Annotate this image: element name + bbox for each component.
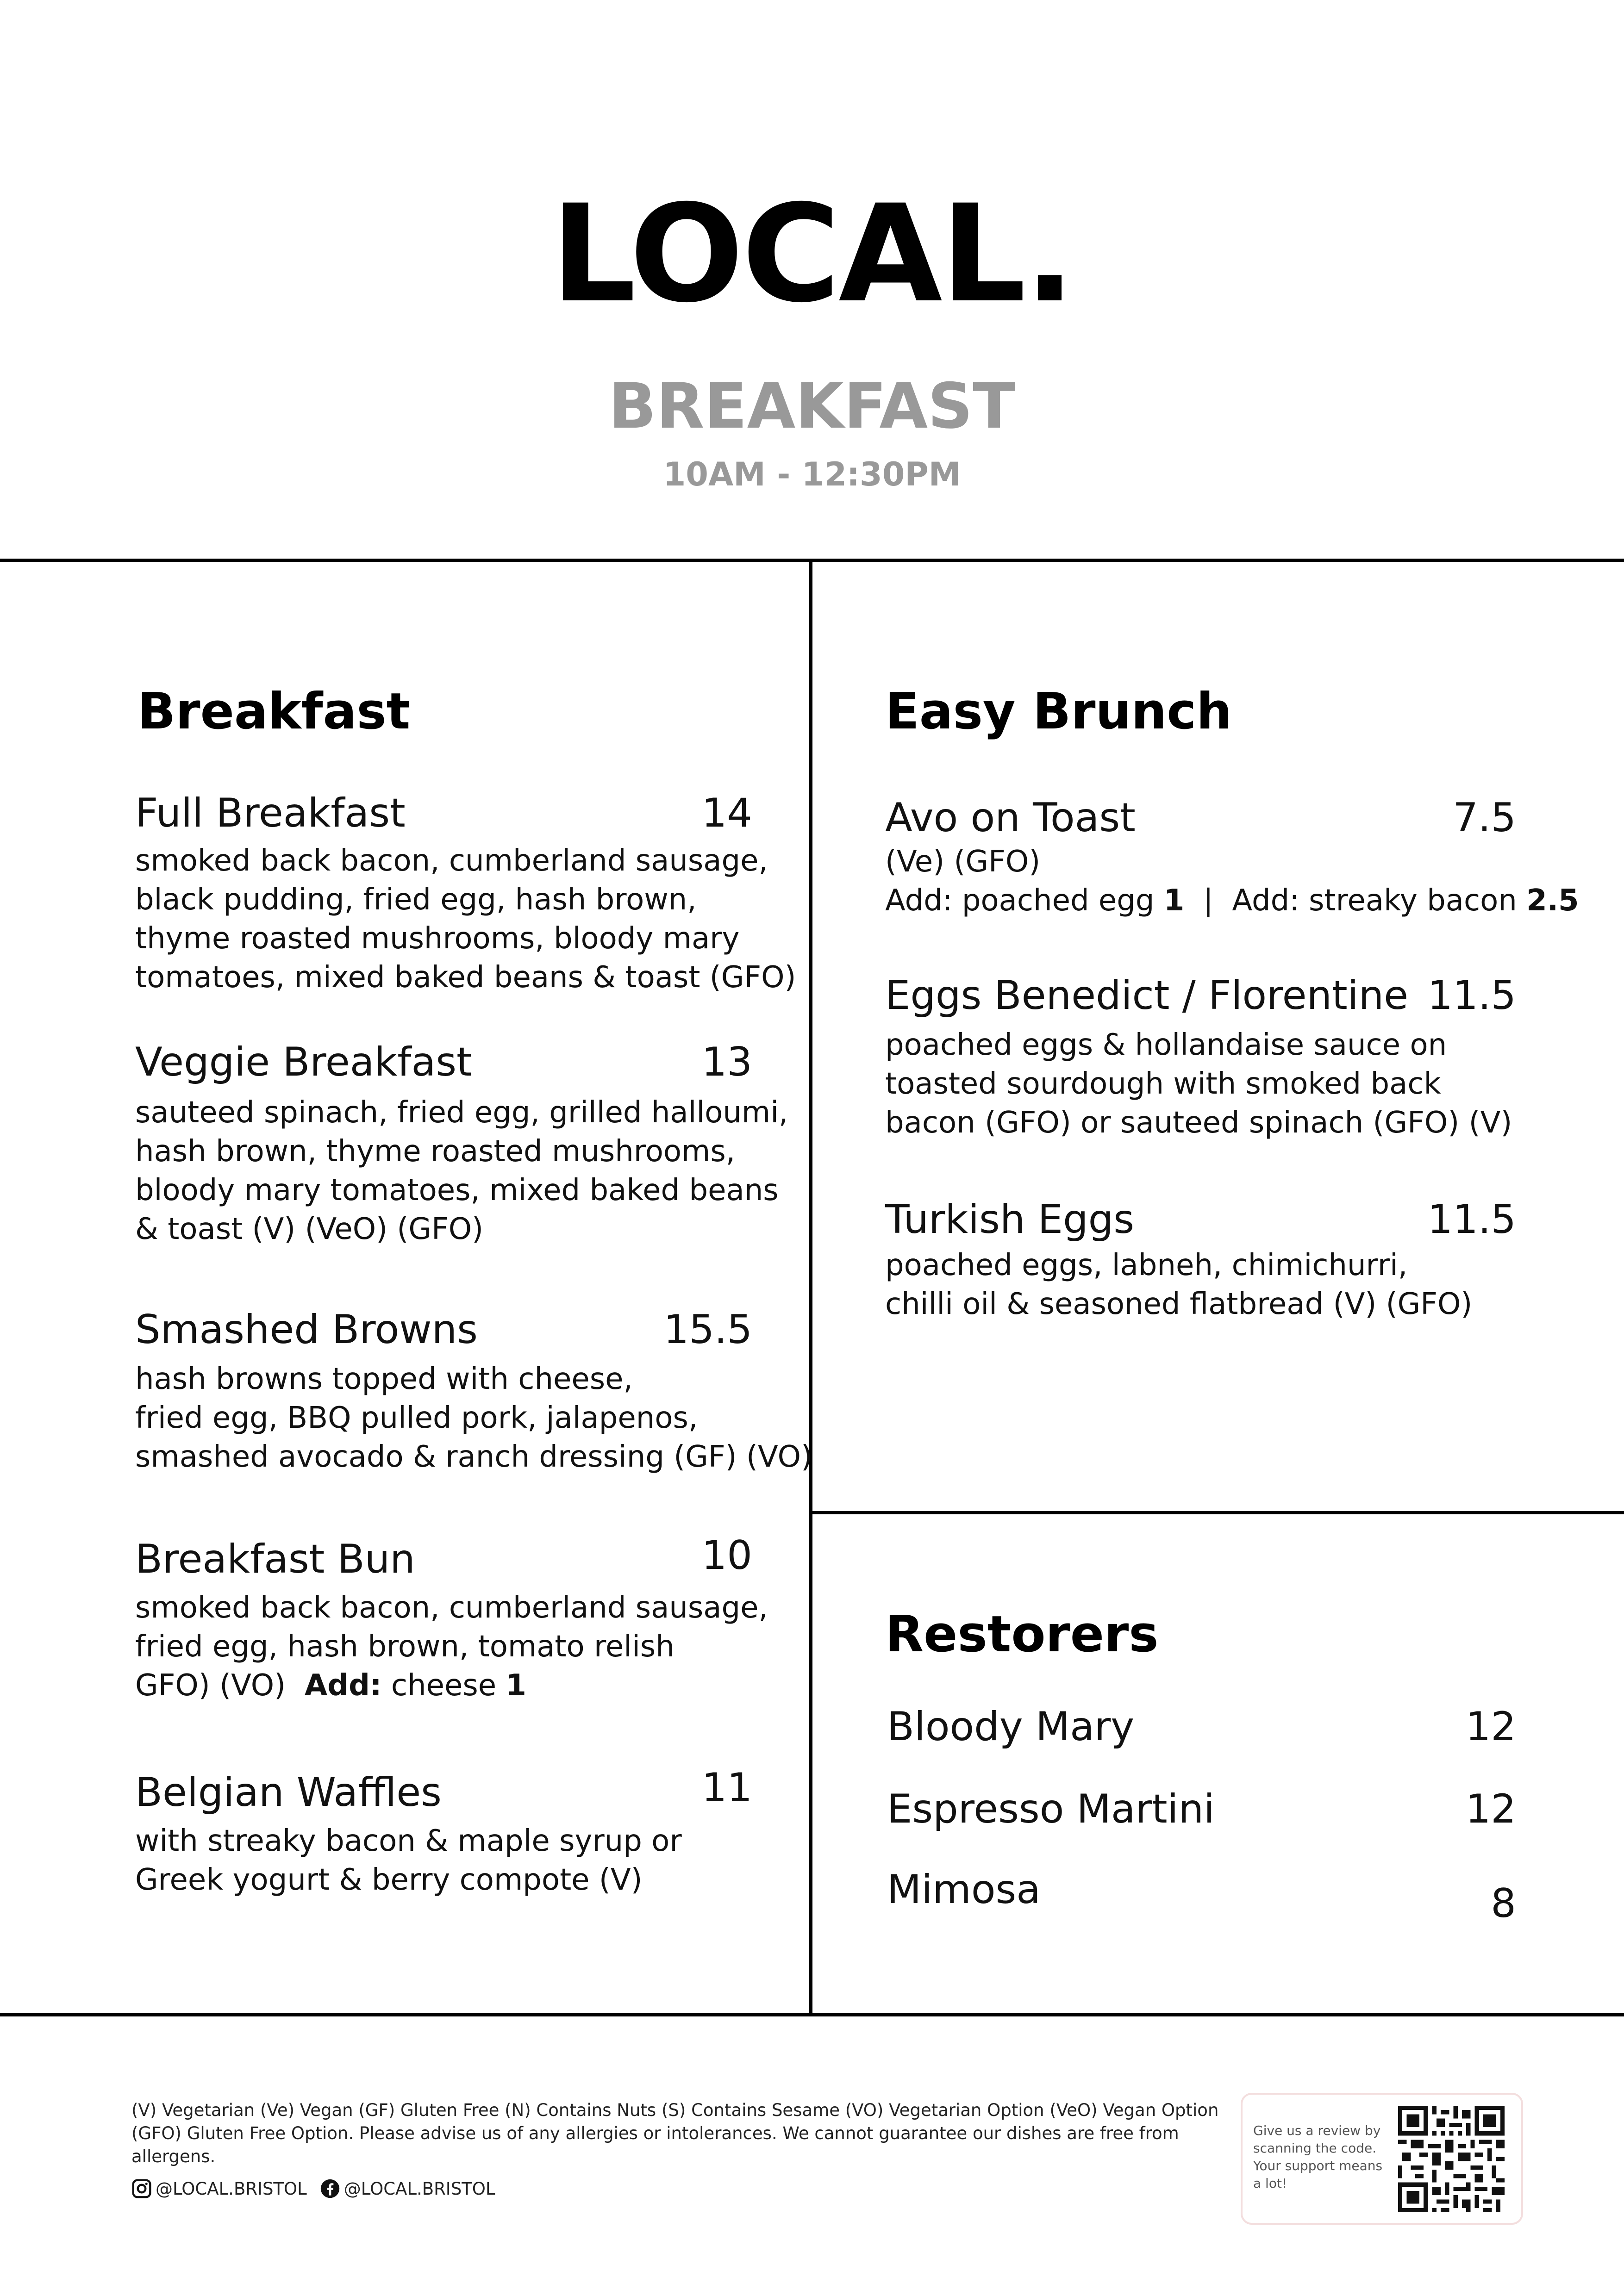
review-prompt: Give us a review by scanning the code. Your support means a lot! [1253, 2123, 1383, 2191]
item-description: poached eggs, labneh, chimichurri, chilli oil & seasoned flatbread (V) (GFO) [885, 1248, 1473, 1321]
menu-hours: 10AM - 12:30PM [663, 455, 961, 493]
item-name: Mimosa [887, 1867, 1041, 1913]
social-handles [131, 2178, 495, 2199]
item-description: sauteed spinach, fried egg, grilled halloumi, hash brown, thyme roasted mushrooms, bloody mary tomatoes, mixed baked beans & toast (V) (VeO) (GFO) [135, 1095, 788, 1246]
instagram-icon [131, 2178, 152, 2199]
item-name: Veggie Breakfast [135, 1039, 472, 1085]
item-description: hash browns topped with cheese, fried egg, BBQ pulled pork, jalapenos, smashed avocado & ranch dressing (GF) (VO) [135, 1362, 812, 1474]
item-price: 8 [1491, 1880, 1516, 1927]
item-description: poached eggs & hollandaise sauce on toasted sourdough with smoked back bacon (GFO) or sauteed spinach (GFO) (V) [885, 1028, 1512, 1140]
item-name: Espresso Martini [887, 1786, 1215, 1832]
section-title-restorers: Restorers [885, 1605, 1159, 1663]
item-price: 14 [701, 790, 752, 836]
item-name: Breakfast Bun [135, 1536, 415, 1582]
facebook-handle[interactable]: @LOCAL.BRISTOL [344, 2178, 495, 2199]
item-price: 12 [1465, 1704, 1516, 1750]
allergen-legend: (V) Vegetarian (Ve) Vegan (GF) Gluten Free (N) Contains Nuts (S) Contains Sesame (VO) Vegetarian Option (VeO) Vegan Option (GFO) Gluten Free Option. Please advise us of any allergies or intolerances. We cannot guarantee our dishes are free from allergens. [131, 2100, 1219, 2166]
section-title-easy-brunch: Easy Brunch [885, 683, 1232, 740]
item-price: 11.5 [1427, 972, 1516, 1019]
item-description: smoked back bacon, cumberland sausage, fried egg, hash brown, tomato relish GFO) (VO) Add: cheese 1 [135, 1591, 768, 1703]
footer-divider [0, 2013, 1624, 2016]
brand-logo: LOCAL. [550, 176, 1074, 332]
brunch-restorers-divider [809, 1511, 1624, 1514]
qr-code[interactable] [1398, 2106, 1505, 2212]
facebook-icon [320, 2178, 340, 2199]
item-price: 11 [701, 1765, 752, 1811]
item-name: Turkish Eggs [885, 1196, 1135, 1243]
item-price: 12 [1465, 1786, 1516, 1832]
section-title-breakfast: Breakfast [137, 683, 411, 740]
item-description: (Ve) (GFO) Add: poached egg 1 | Add: streaky bacon 2.5 [885, 845, 1579, 918]
item-name: Full Breakfast [135, 790, 406, 836]
menu-title: BREAKFAST [608, 370, 1016, 442]
item-name: Smashed Browns [135, 1307, 478, 1353]
item-price: 11.5 [1427, 1196, 1516, 1243]
item-price: 13 [701, 1039, 752, 1085]
item-description: with streaky bacon & maple syrup or Greek yogurt & berry compote (V) [135, 1824, 682, 1897]
column-divider [809, 559, 812, 2016]
item-name: Eggs Benedict / Florentine [885, 972, 1409, 1019]
item-description: smoked back bacon, cumberland sausage, black pudding, fried egg, hash brown, thyme roasted mushrooms, bloody mary tomatoes, mixed baked beans & toast (GFO) [135, 844, 796, 995]
item-price: 15.5 [663, 1307, 752, 1353]
instagram-handle[interactable]: @LOCAL.BRISTOL [156, 2178, 307, 2199]
item-price: 10 [701, 1532, 752, 1579]
item-name: Belgian Waffles [135, 1769, 442, 1816]
item-name: Bloody Mary [887, 1704, 1135, 1750]
item-name: Avo on Toast [885, 795, 1136, 841]
item-price: 7.5 [1453, 795, 1516, 841]
